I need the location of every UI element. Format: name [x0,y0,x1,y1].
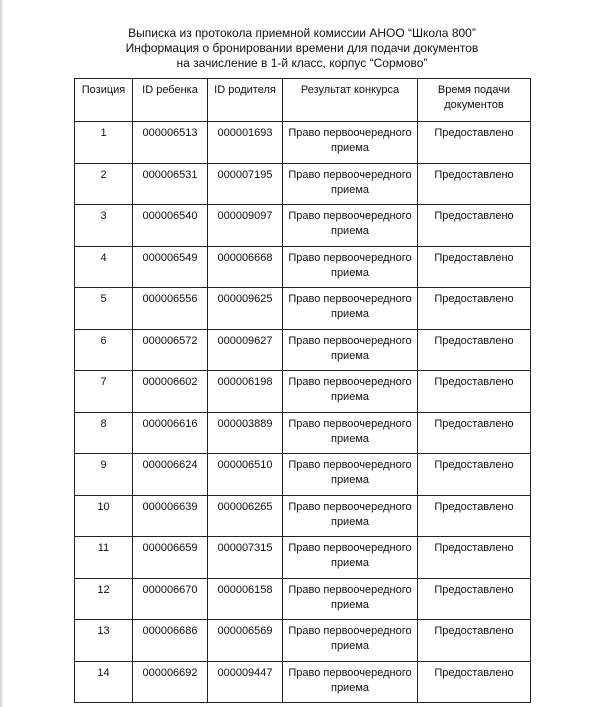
cell-child-id: 000006540 [133,205,208,247]
table-row [75,661,531,703]
cell-position: 10 [75,495,133,537]
column-header-position: Позиция [75,79,133,122]
cell-parent-id: 000009627 [208,329,283,371]
cell-result: Право первоочередного приема [283,661,418,703]
cell-parent-id: 000009097 [208,205,283,247]
table-row [75,495,531,537]
table-row [75,578,531,620]
cell-result: Право первоочередного приема [283,329,418,371]
cell-parent-id: 000003889 [208,412,283,454]
cell-submission-time: Предоставлено [418,495,531,537]
cell-child-id: 000006692 [133,661,208,703]
heading-line-1: Выписка из протокола приемной комиссии АНОО “Школа 800” [128,26,476,40]
cell-position: 6 [75,329,133,371]
column-header-child-id: ID ребенка [133,79,208,122]
cell-parent-id: 000006198 [208,371,283,413]
cell-parent-id: 000009447 [208,661,283,703]
cell-position: 3 [75,205,133,247]
cell-child-id: 000006572 [133,329,208,371]
table-row [75,620,531,662]
cell-submission-time: Предоставлено [418,578,531,620]
cell-parent-id: 000009625 [208,288,283,330]
cell-position: 8 [75,412,133,454]
table-row [75,329,531,371]
table-row [75,163,531,205]
cell-submission-time: Предоставлено [418,122,531,164]
column-header-submission-time: Время подачи документов [418,79,531,122]
cell-position: 12 [75,578,133,620]
cell-submission-time: Предоставлено [418,371,531,413]
table-row [75,371,531,413]
cell-parent-id: 000006265 [208,495,283,537]
cell-child-id: 000006513 [133,122,208,164]
cell-result: Право первоочередного приема [283,495,418,537]
cell-result: Право первоочередного приема [283,163,418,205]
table-row [75,537,531,579]
cell-position: 1 [75,122,133,164]
cell-submission-time: Предоставлено [418,288,531,330]
page-edge-shadow [0,0,3,707]
cell-child-id: 000006549 [133,246,208,288]
cell-child-id: 000006531 [133,163,208,205]
cell-result: Право первоочередного приема [283,205,418,247]
cell-child-id: 000006602 [133,371,208,413]
cell-position: 7 [75,371,133,413]
cell-result: Право первоочередного приема [283,412,418,454]
cell-submission-time: Предоставлено [418,205,531,247]
column-header-parent-id: ID родителя [208,79,283,122]
cell-parent-id: 000007195 [208,163,283,205]
heading-line-2: Информация о бронировании времени для подачи документов [125,41,479,55]
cell-submission-time: Предоставлено [418,620,531,662]
cell-parent-id: 000006668 [208,246,283,288]
cell-result: Право первоочередного приема [283,122,418,164]
cell-child-id: 000006639 [133,495,208,537]
cell-parent-id: 000006158 [208,578,283,620]
cell-result: Право первоочередного приема [283,288,418,330]
table-row [75,205,531,247]
table-row [75,122,531,164]
cell-child-id: 000006624 [133,454,208,496]
cell-submission-time: Предоставлено [418,246,531,288]
cell-result: Право первоочередного приема [283,246,418,288]
cell-position: 13 [75,620,133,662]
cell-submission-time: Предоставлено [418,329,531,371]
cell-result: Право первоочередного приема [283,620,418,662]
cell-position: 14 [75,661,133,703]
table-row [75,246,531,288]
cell-child-id: 000006659 [133,537,208,579]
cell-submission-time: Предоставлено [418,454,531,496]
cell-parent-id: 000006510 [208,454,283,496]
cell-child-id: 000006556 [133,288,208,330]
cell-position: 9 [75,454,133,496]
cell-result: Право первоочередного приема [283,537,418,579]
document-heading [40,26,564,71]
table-row [75,288,531,330]
cell-submission-time: Предоставлено [418,412,531,454]
booking-table [74,78,531,703]
cell-submission-time: Предоставлено [418,163,531,205]
table-row [75,454,531,496]
cell-child-id: 000006686 [133,620,208,662]
cell-parent-id: 000001693 [208,122,283,164]
cell-child-id: 000006670 [133,578,208,620]
cell-result: Право первоочередного приема [283,578,418,620]
table-row [75,412,531,454]
cell-result: Право первоочередного приема [283,371,418,413]
cell-parent-id: 000007315 [208,537,283,579]
table-header-row [75,79,531,122]
cell-position: 4 [75,246,133,288]
cell-result: Право первоочередного приема [283,454,418,496]
cell-position: 5 [75,288,133,330]
cell-child-id: 000006616 [133,412,208,454]
heading-line-3: на зачисление в 1-й класс, корпус “Сормово” [176,56,428,70]
cell-submission-time: Предоставлено [418,537,531,579]
cell-position: 11 [75,537,133,579]
column-header-result: Результат конкурса [283,79,418,122]
cell-submission-time: Предоставлено [418,661,531,703]
cell-position: 2 [75,163,133,205]
cell-parent-id: 000006569 [208,620,283,662]
